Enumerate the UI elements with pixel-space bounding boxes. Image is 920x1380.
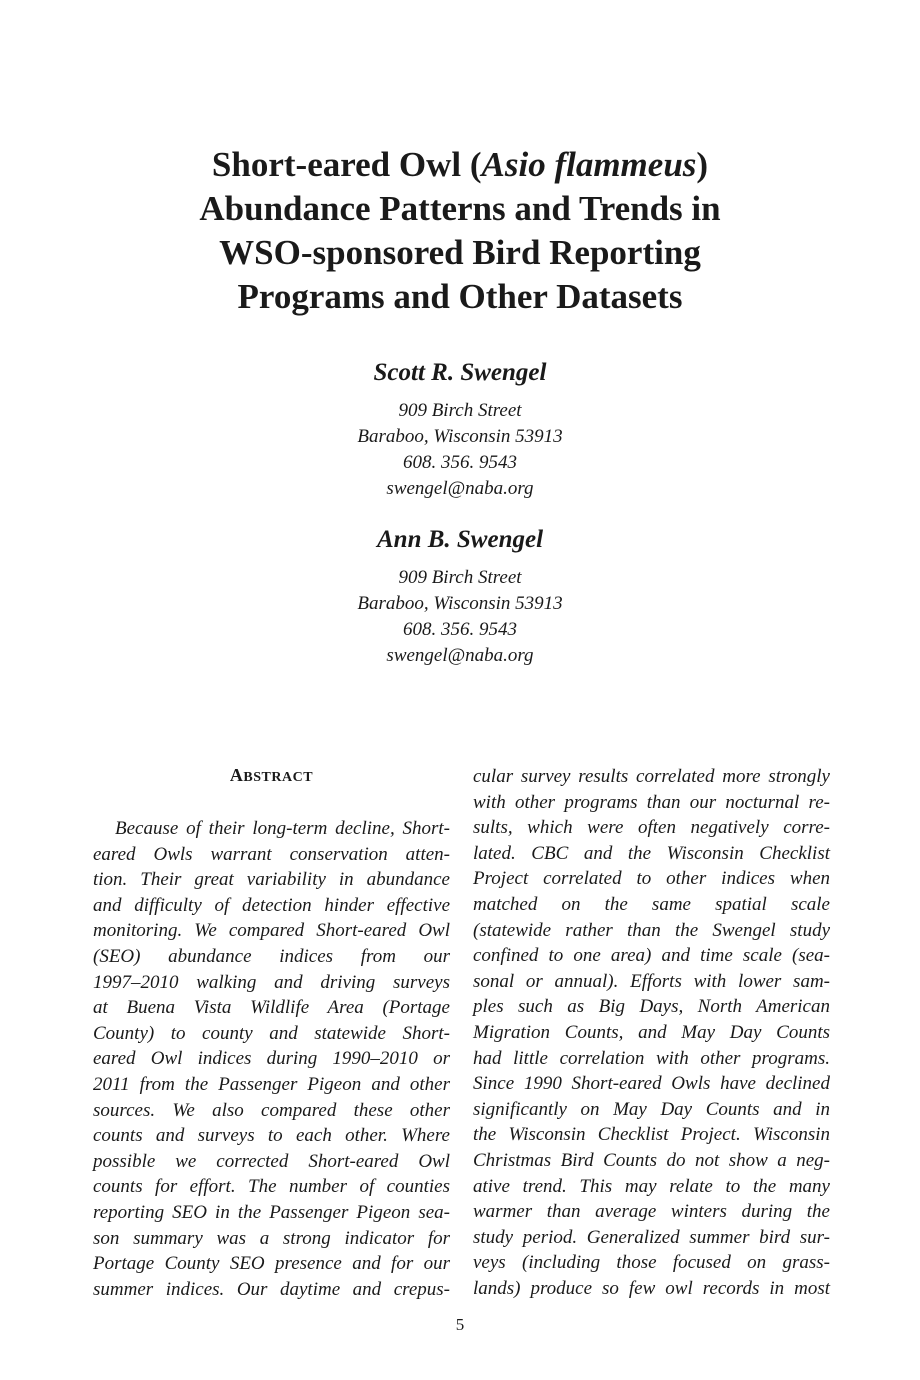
abstract-line: cular survey results correlated more strongly — [473, 766, 830, 787]
abstract-line: 2011 from the Passenger Pigeon and other — [93, 1073, 450, 1095]
abstract-line: sources. We also compared these other — [93, 1099, 450, 1121]
abstract-line: Project correlated to other indices when — [473, 868, 830, 890]
abstract-line: tion. Their great variability in abundance — [93, 869, 450, 891]
abstract-column-left — [93, 816, 450, 1302]
abstract-line: study period. Generalized summer bird sur- — [473, 1226, 830, 1248]
title-line-4: Programs and Other Datasets — [237, 277, 683, 316]
abstract-line: confined to one area) and time scale (sea- — [473, 945, 830, 967]
abstract-line: reporting SEO in the Passenger Pigeon sea- — [93, 1201, 450, 1223]
abstract-line: counts and surveys to each other. Where — [93, 1125, 450, 1147]
author-email: swengel@naba.org — [386, 478, 534, 499]
abstract-line: veys (including those focused on grass- — [473, 1252, 830, 1274]
abstract-line: Migration Counts, and May Day Counts — [473, 1021, 830, 1043]
abstract-line: the Wisconsin Checklist Project. Wisconsin — [473, 1124, 830, 1146]
page-number: 5 — [455, 1315, 465, 1334]
author-street: 909 Birch Street — [398, 567, 522, 588]
abstract-line: son summary was a strong indicator for — [93, 1227, 450, 1249]
abstract-line: Because of their long-term decline, Short- — [115, 818, 450, 839]
author-city: Baraboo, Wisconsin 53913 — [357, 593, 563, 614]
author-name: Ann B. Swengel — [376, 526, 544, 553]
species-scientific-name: Asio flammeus — [481, 145, 697, 184]
abstract-line: Since 1990 Short-eared Owls have declined — [473, 1073, 830, 1095]
author-city: Baraboo, Wisconsin 53913 — [357, 426, 563, 447]
abstract-line: lands) produce so few owl records in most — [473, 1277, 830, 1299]
abstract-line: summer indices. Our daytime and crepus- — [93, 1278, 450, 1300]
abstract-line: had little correlation with other programs. — [473, 1047, 830, 1069]
abstract-line: monitoring. We compared Short-eared Owl — [93, 920, 450, 942]
abstract-line: ative trend. This may relate to the many — [473, 1175, 830, 1197]
author-phone: 608. 356. 9543 — [403, 452, 517, 473]
author-name: Scott R. Swengel — [373, 359, 547, 386]
title-line-1: Short-eared Owl (Asio flammeus) — [211, 145, 709, 184]
abstract-line: warmer than average winters during the — [473, 1201, 830, 1223]
abstract-line: 1997–2010 walking and driving surveys — [93, 971, 450, 993]
abstract-line: (SEO) abundance indices from our — [93, 945, 450, 967]
abstract-line: possible we corrected Short-eared Owl — [93, 1150, 450, 1172]
abstract-line: counts for effort. The number of counties — [93, 1176, 450, 1198]
abstract-line: significantly on May Day Counts and in — [473, 1098, 830, 1120]
abstract-line: eared Owls warrant conservation atten- — [93, 843, 450, 865]
author-block-1 — [160, 356, 760, 502]
title-line-2: Abundance Patterns and Trends in — [199, 189, 721, 228]
abstract-line: County) to county and statewide Short- — [93, 1022, 450, 1044]
abstract-line: sults, which were often negatively corre- — [473, 817, 830, 839]
abstract-line: sonal or annual). Efforts with lower sam- — [473, 970, 830, 992]
abstract-line: (statewide rather than the Swengel study — [473, 919, 830, 941]
author-block-2 — [160, 523, 760, 669]
abstract-line: at Buena Vista Wildlife Area (Portage — [93, 997, 450, 1019]
abstract-line: Portage County SEO presence and for our — [93, 1253, 450, 1275]
abstract-line: lated. CBC and the Wisconsin Checklist — [473, 842, 830, 864]
abstract-heading: ABSTRACT — [229, 765, 314, 785]
title-line-3: WSO-sponsored Bird Reporting — [219, 233, 701, 272]
author-email: swengel@naba.org — [386, 645, 534, 666]
author-street: 909 Birch Street — [398, 400, 522, 421]
abstract-column-right — [473, 764, 830, 1301]
abstract-line: with other programs than our nocturnal re- — [473, 791, 830, 813]
author-phone: 608. 356. 9543 — [403, 619, 517, 640]
paper-title — [60, 143, 860, 319]
abstract-line: eared Owl indices during 1990–2010 or — [93, 1048, 450, 1070]
abstract-line: Christmas Bird Counts do not show a neg- — [473, 1149, 830, 1171]
abstract-line: matched on the same spatial scale — [473, 893, 830, 915]
abstract-line: ples such as Big Days, North American — [473, 996, 830, 1018]
abstract-line: and difficulty of detection hinder effective — [93, 894, 450, 916]
